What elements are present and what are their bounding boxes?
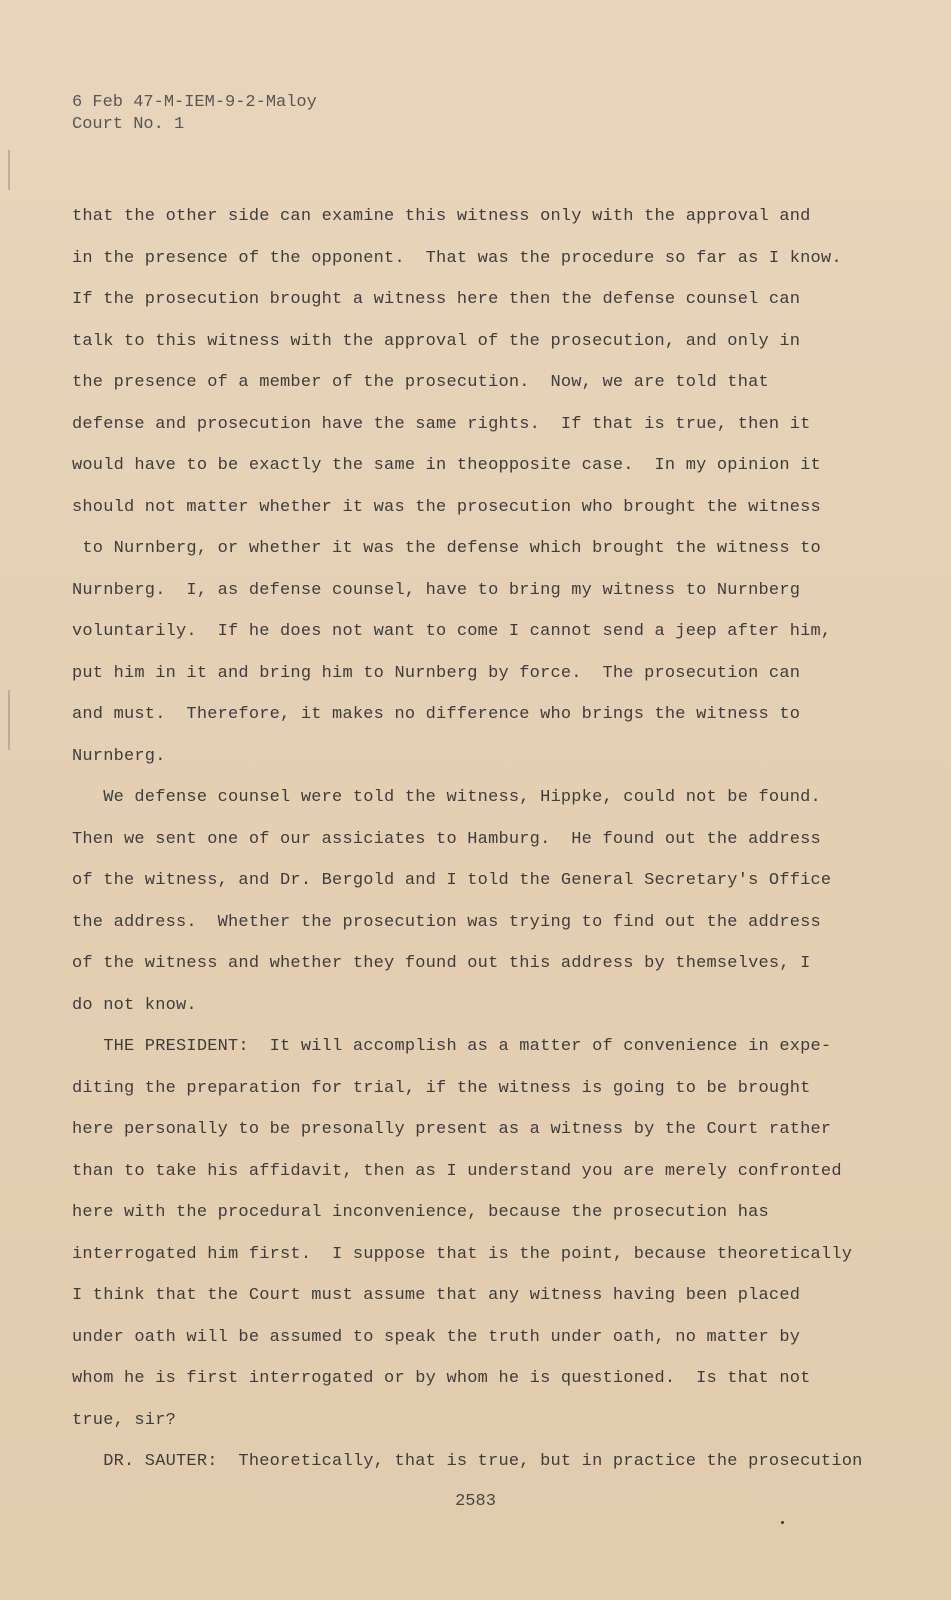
transcript-line: here with the procedural inconvenience, because the prosecution has	[72, 1203, 769, 1222]
transcript-line: If the prosecution brought a witness here then the defense counsel can	[72, 290, 801, 309]
binding-mark	[8, 150, 10, 190]
paper-speck	[781, 1521, 784, 1524]
transcript-line: than to take his affidavit, then as I understand you are merely confronted	[72, 1161, 842, 1181]
transcript-line: here personally to be presonally present as a witness by the Court rather	[72, 1120, 832, 1139]
transcript-line: defense and prosecution have the same rights. If that is true, then it	[72, 414, 811, 434]
transcript-line: in the presence of the opponent. That was the procedure so far as I know.	[72, 248, 842, 268]
document-header	[72, 92, 317, 136]
transcript-line: We defense counsel were told the witness, Hippke, could not be found.	[72, 788, 821, 807]
transcript-line: whom he is first interrogated or by whom he is questioned. Is that not	[72, 1369, 811, 1388]
transcript-line: of the witness, and Dr. Bergold and I told the General Secretary's Office	[72, 871, 832, 890]
transcript-line: should not matter whether it was the prosecution who brought the witness	[72, 497, 821, 517]
transcript-line: DR. SAUTER: Theoretically, that is true, but in practice the prosecution	[72, 1452, 863, 1471]
transcript-line: true, sir?	[72, 1410, 177, 1430]
transcript-line: and must. Therefore, it makes no difference who brings the witness to	[72, 705, 801, 724]
transcript-line: Then we sent one of our assiciates to Hamburg. He found out the address	[72, 829, 821, 849]
header-line-court: Court No. 1	[72, 115, 185, 134]
transcript-line: put him in it and bring him to Nurnberg by force. The prosecution can	[72, 663, 801, 683]
transcript-line: to Nurnberg, or whether it was the defense which brought the witness to	[72, 539, 821, 558]
header-line-date-reference: 6 Feb 47-M-IEM-9-2-Maloy	[72, 93, 317, 112]
transcript-body	[72, 196, 863, 1483]
page-number: 2583	[455, 1492, 496, 1511]
transcript-line: that the other side can examine this witness only with the approval and	[72, 207, 811, 226]
transcript-line: would have to be exactly the same in theopposite case. In my opinion it	[72, 456, 821, 475]
transcript-line: interrogated him first. I suppose that is the point, because theoretically	[72, 1244, 853, 1264]
transcript-line: I think that the Court must assume that any witness having been placed	[72, 1286, 801, 1305]
binding-mark	[8, 690, 10, 750]
transcript-line: THE PRESIDENT: It will accomplish as a matter of convenience in expe-	[72, 1037, 832, 1056]
transcript-line: Nurnberg.	[72, 746, 166, 766]
transcript-line: Nurnberg. I, as defense counsel, have to bring my witness to Nurnberg	[72, 580, 801, 600]
transcript-line: the address. Whether the prosecution was trying to find out the address	[72, 912, 821, 932]
transcript-line: do not know.	[72, 995, 197, 1015]
transcript-line: talk to this witness with the approval of the prosecution, and only in	[72, 331, 801, 351]
transcript-line: of the witness and whether they found out this address by themselves, I	[72, 954, 811, 973]
transcript-line: diting the preparation for trial, if the witness is going to be brought	[72, 1078, 811, 1098]
transcript-line: under oath will be assumed to speak the truth under oath, no matter by	[72, 1327, 801, 1347]
transcript-line: voluntarily. If he does not want to come I cannot send a jeep after him,	[72, 622, 832, 641]
transcript-line: the presence of a member of the prosecution. Now, we are told that	[72, 373, 769, 392]
